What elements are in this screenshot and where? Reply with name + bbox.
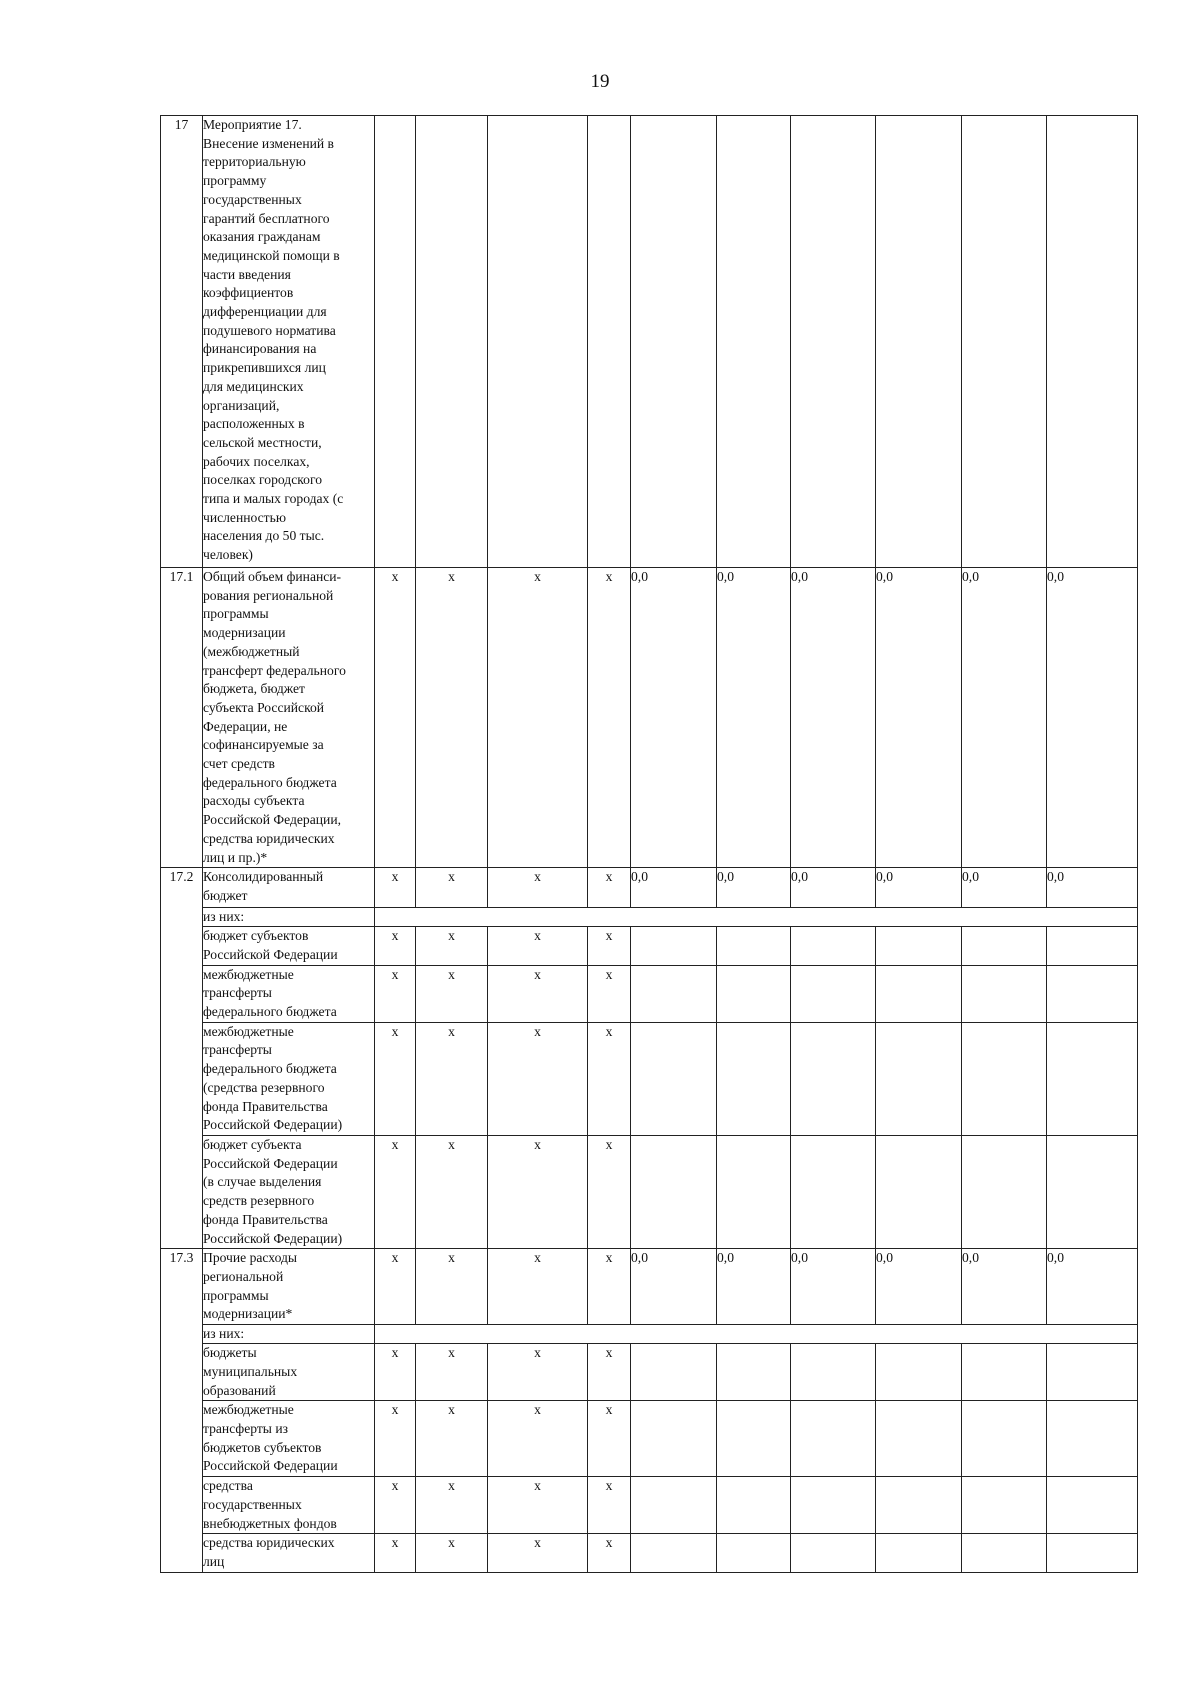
page-number: 19	[590, 71, 610, 92]
empty-cell	[1047, 965, 1138, 1022]
empty-cell	[375, 1325, 1138, 1344]
x-mark-cell: x	[416, 1401, 488, 1477]
empty-cell	[876, 1534, 962, 1572]
empty-cell	[791, 1534, 876, 1572]
row-number: 17.1	[161, 568, 203, 868]
value-cell: 0,0	[876, 868, 962, 908]
empty-cell	[791, 1344, 876, 1401]
empty-cell	[631, 927, 717, 965]
row-name: Общий объем финанси- рования региональной программы модернизации (межбюджетный трансферт федерального бюджета, бюджет субъекта Российской Федерации, не софинансируемые за счет средств федерального бюджета расходы субъекта Российской Федерации, средства юридических лиц и пр.)*	[203, 568, 375, 868]
empty-cell	[1047, 116, 1138, 568]
empty-cell	[717, 965, 791, 1022]
row-name: межбюджетные трансферты федерального бюджета	[203, 965, 375, 1022]
x-mark-cell: x	[588, 927, 631, 965]
empty-cell	[791, 1022, 876, 1135]
empty-cell	[962, 116, 1047, 568]
empty-cell	[717, 1477, 791, 1534]
empty-cell	[962, 1344, 1047, 1401]
empty-cell	[876, 965, 962, 1022]
x-mark-cell: x	[488, 868, 588, 908]
x-mark-cell: x	[375, 1135, 416, 1248]
table-row	[161, 868, 1138, 908]
empty-cell	[631, 1135, 717, 1248]
empty-cell	[1047, 1477, 1138, 1534]
value-cell: 0,0	[962, 868, 1047, 908]
value-cell: 0,0	[717, 868, 791, 908]
empty-cell	[962, 927, 1047, 965]
empty-cell	[876, 927, 962, 965]
table-row	[161, 965, 1138, 1022]
x-mark-cell: x	[375, 1344, 416, 1401]
empty-cell	[717, 116, 791, 568]
x-mark-cell: x	[375, 1477, 416, 1534]
empty-cell	[962, 1477, 1047, 1534]
value-cell: 0,0	[791, 868, 876, 908]
x-mark-cell: x	[488, 927, 588, 965]
x-mark-cell: x	[416, 1249, 488, 1325]
x-mark-cell: x	[588, 1401, 631, 1477]
x-mark-cell: x	[488, 1022, 588, 1135]
empty-cell	[1047, 927, 1138, 965]
value-cell: 0,0	[962, 568, 1047, 868]
empty-cell	[1047, 1534, 1138, 1572]
empty-cell	[631, 1022, 717, 1135]
x-mark-cell: x	[588, 868, 631, 908]
x-mark-cell: x	[588, 1022, 631, 1135]
row-name: межбюджетные трансферты из бюджетов субъектов Российской Федерации	[203, 1401, 375, 1477]
x-mark-cell: x	[416, 1344, 488, 1401]
empty-cell	[375, 116, 416, 568]
x-mark-cell: x	[375, 965, 416, 1022]
empty-cell	[631, 965, 717, 1022]
table-row	[161, 1249, 1138, 1325]
row-name: Консолидированный бюджет	[203, 868, 375, 908]
table-row	[161, 1135, 1138, 1248]
table-row	[161, 1022, 1138, 1135]
row-name: средства государственных внебюджетных фондов	[203, 1477, 375, 1534]
empty-cell	[791, 1401, 876, 1477]
value-cell: 0,0	[1047, 1249, 1138, 1325]
x-mark-cell: x	[488, 1135, 588, 1248]
table-row	[161, 908, 1138, 927]
empty-cell	[962, 1534, 1047, 1572]
row-name: бюджет субъекта Российской Федерации (в случае выделения средств резервного фонда Правительства Российской Федерации)	[203, 1135, 375, 1248]
table-row	[161, 1325, 1138, 1344]
table-row	[161, 1477, 1138, 1534]
row-name: бюджет субъектов Российской Федерации	[203, 927, 375, 965]
table-row	[161, 116, 1138, 568]
empty-cell	[488, 116, 588, 568]
table-row	[161, 927, 1138, 965]
x-mark-cell: x	[416, 1534, 488, 1572]
value-cell: 0,0	[791, 568, 876, 868]
empty-cell	[717, 1344, 791, 1401]
row-number: 17.3	[161, 1249, 203, 1573]
x-mark-cell: x	[588, 965, 631, 1022]
x-mark-cell: x	[416, 1022, 488, 1135]
value-cell: 0,0	[1047, 568, 1138, 868]
x-mark-cell: x	[416, 1135, 488, 1248]
empty-cell	[717, 1022, 791, 1135]
x-mark-cell: x	[375, 568, 416, 868]
empty-cell	[717, 1135, 791, 1248]
value-cell: 0,0	[631, 1249, 717, 1325]
value-cell: 0,0	[962, 1249, 1047, 1325]
x-mark-cell: x	[416, 965, 488, 1022]
x-mark-cell: x	[488, 1477, 588, 1534]
x-mark-cell: x	[375, 868, 416, 908]
empty-cell	[791, 1135, 876, 1248]
empty-cell	[791, 965, 876, 1022]
empty-cell	[1047, 1401, 1138, 1477]
empty-cell	[631, 1401, 717, 1477]
empty-cell	[962, 1022, 1047, 1135]
empty-cell	[962, 965, 1047, 1022]
empty-cell	[876, 1401, 962, 1477]
row-name: Прочие расходы региональной программы модернизации*	[203, 1249, 375, 1325]
value-cell: 0,0	[791, 1249, 876, 1325]
table-row	[161, 568, 1138, 868]
x-mark-cell: x	[588, 1344, 631, 1401]
row-name: бюджеты муниципальных образований	[203, 1344, 375, 1401]
x-mark-cell: x	[488, 1249, 588, 1325]
x-mark-cell: x	[588, 1135, 631, 1248]
x-mark-cell: x	[375, 1249, 416, 1325]
x-mark-cell: x	[375, 927, 416, 965]
value-cell: 0,0	[876, 568, 962, 868]
empty-cell	[876, 1344, 962, 1401]
value-cell: 0,0	[631, 868, 717, 908]
budget-table	[160, 115, 1138, 1573]
empty-cell	[876, 1135, 962, 1248]
empty-cell	[631, 1477, 717, 1534]
empty-cell	[375, 908, 1138, 927]
empty-cell	[631, 1344, 717, 1401]
empty-cell	[962, 1135, 1047, 1248]
x-mark-cell: x	[488, 1401, 588, 1477]
table-row	[161, 1534, 1138, 1572]
x-mark-cell: x	[375, 1022, 416, 1135]
empty-cell	[631, 116, 717, 568]
table-row	[161, 1401, 1138, 1477]
empty-cell	[791, 927, 876, 965]
x-mark-cell: x	[488, 568, 588, 868]
value-cell: 0,0	[717, 568, 791, 868]
subheading: из них:	[203, 908, 375, 927]
empty-cell	[717, 927, 791, 965]
x-mark-cell: x	[416, 868, 488, 908]
empty-cell	[791, 116, 876, 568]
subheading: из них:	[203, 1325, 375, 1344]
value-cell: 0,0	[631, 568, 717, 868]
empty-cell	[876, 1477, 962, 1534]
x-mark-cell: x	[488, 1344, 588, 1401]
empty-cell	[1047, 1135, 1138, 1248]
empty-cell	[876, 116, 962, 568]
x-mark-cell: x	[588, 1249, 631, 1325]
empty-cell	[416, 116, 488, 568]
empty-cell	[631, 1534, 717, 1572]
table-row	[161, 1344, 1138, 1401]
value-cell: 0,0	[1047, 868, 1138, 908]
x-mark-cell: x	[588, 1477, 631, 1534]
value-cell: 0,0	[717, 1249, 791, 1325]
x-mark-cell: x	[488, 1534, 588, 1572]
empty-cell	[717, 1534, 791, 1572]
empty-cell	[1047, 1022, 1138, 1135]
x-mark-cell: x	[375, 1401, 416, 1477]
empty-cell	[791, 1477, 876, 1534]
value-cell: 0,0	[876, 1249, 962, 1325]
empty-cell	[876, 1022, 962, 1135]
row-number: 17.2	[161, 868, 203, 1249]
x-mark-cell: x	[416, 1477, 488, 1534]
empty-cell	[588, 116, 631, 568]
x-mark-cell: x	[416, 927, 488, 965]
row-number: 17	[161, 116, 203, 568]
empty-cell	[962, 1401, 1047, 1477]
x-mark-cell: x	[416, 568, 488, 868]
empty-cell	[1047, 1344, 1138, 1401]
row-name: Мероприятие 17. Внесение изменений в территориальную программу государственных гарантий бесплатного оказания гражданам медицинской помощи в части введения коэффициентов дифференциации для подушевого норматива финансирования на прикрепившихся лиц для медицинских организаций, расположенных в сельской местности, рабочих поселках, поселках городского типа и малых городах (с численностью населения до 50 тыс. человек)	[203, 116, 375, 568]
empty-cell	[717, 1401, 791, 1477]
x-mark-cell: x	[488, 965, 588, 1022]
row-name: средства юридических лиц	[203, 1534, 375, 1572]
row-name: межбюджетные трансферты федерального бюджета (средства резервного фонда Правительства Российской Федерации)	[203, 1022, 375, 1135]
x-mark-cell: x	[588, 1534, 631, 1572]
x-mark-cell: x	[375, 1534, 416, 1572]
x-mark-cell: x	[588, 568, 631, 868]
